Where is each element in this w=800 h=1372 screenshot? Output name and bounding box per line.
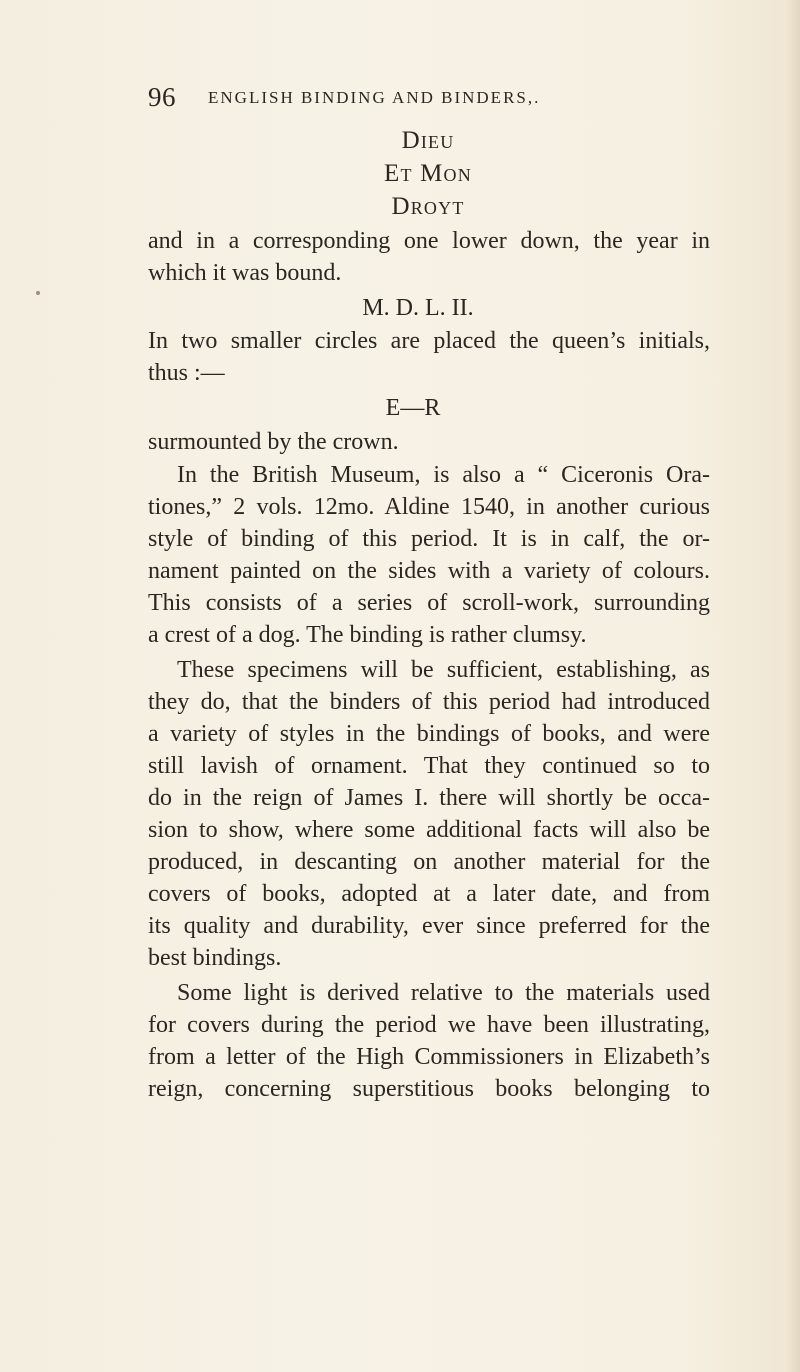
text-line: Some light is derived relative to the materials used — [177, 980, 710, 1006]
initials-queen: E—R — [385, 395, 441, 421]
paragraph-specimens — [148, 654, 710, 974]
text-line: sion to show, where some additional facts will also be — [148, 817, 710, 843]
text-line: do in the reign of James I. there will shortly be occa- — [148, 785, 710, 811]
text-line: covers of books, adopted at a later date, and from — [148, 881, 710, 907]
paragraph-crown — [148, 426, 710, 458]
text-line: thus :— — [148, 360, 225, 386]
text-line: best bindings. — [148, 945, 282, 971]
text-line: a crest of a dog. The binding is rather clumsy. — [148, 622, 587, 648]
text-line: its quality and durability, ever since preferred for the — [148, 913, 710, 939]
text-line: produced, in descanting on another material for the — [148, 849, 710, 875]
text-line: tiones,” 2 vols. 12mo. Aldine 1540, in another curious — [148, 494, 710, 520]
text-line: which it was bound. — [148, 260, 342, 286]
paragraph-circles — [148, 325, 710, 389]
paragraph-materials — [148, 977, 710, 1105]
text-line: still lavish of ornament. That they continued so to — [148, 753, 710, 779]
motto-line-1: Dieu — [401, 127, 455, 154]
text-line: These specimens will be sufficient, establishing, as — [177, 657, 710, 683]
text-line: they do, that the binders of this period had introduced — [148, 689, 710, 715]
motto-line-2: Et Mon — [384, 160, 472, 187]
text-line: a variety of styles in the bindings of books, and were — [148, 721, 710, 747]
text-line: from a letter of the High Commissioners in Elizabeth’s — [148, 1044, 710, 1070]
page-edge-shadow — [786, 0, 800, 1372]
text-line: for covers during the period we have been illustrating, — [148, 1012, 710, 1038]
motto-line-3: Droyt — [391, 193, 465, 220]
text-line: nament painted on the sides with a variety of colours. — [148, 558, 710, 584]
text-line: This consists of a series of scroll-work, surrounding — [148, 590, 710, 616]
text-line: In the British Museum, is also a “ Ciceronis Ora- — [177, 462, 710, 488]
text-line: In two smaller circles are placed the queen’s initials, — [148, 328, 710, 354]
text-line: reign, concerning superstitious books belonging to — [148, 1076, 710, 1102]
page-header — [148, 82, 708, 116]
text-line: style of binding of this period. It is in calf, the or- — [148, 526, 710, 552]
running-title: ENGLISH BINDING AND BINDERS,. — [208, 88, 541, 107]
margin-speck — [36, 291, 40, 295]
paragraph-year — [148, 225, 710, 289]
paragraph-british-museum — [148, 459, 710, 651]
page-number: 96 — [148, 82, 176, 112]
initials-date: M. D. L. II. — [362, 295, 474, 321]
text-line: and in a corresponding one lower down, the year in — [148, 228, 710, 254]
text-line: surmounted by the crown. — [148, 429, 399, 455]
